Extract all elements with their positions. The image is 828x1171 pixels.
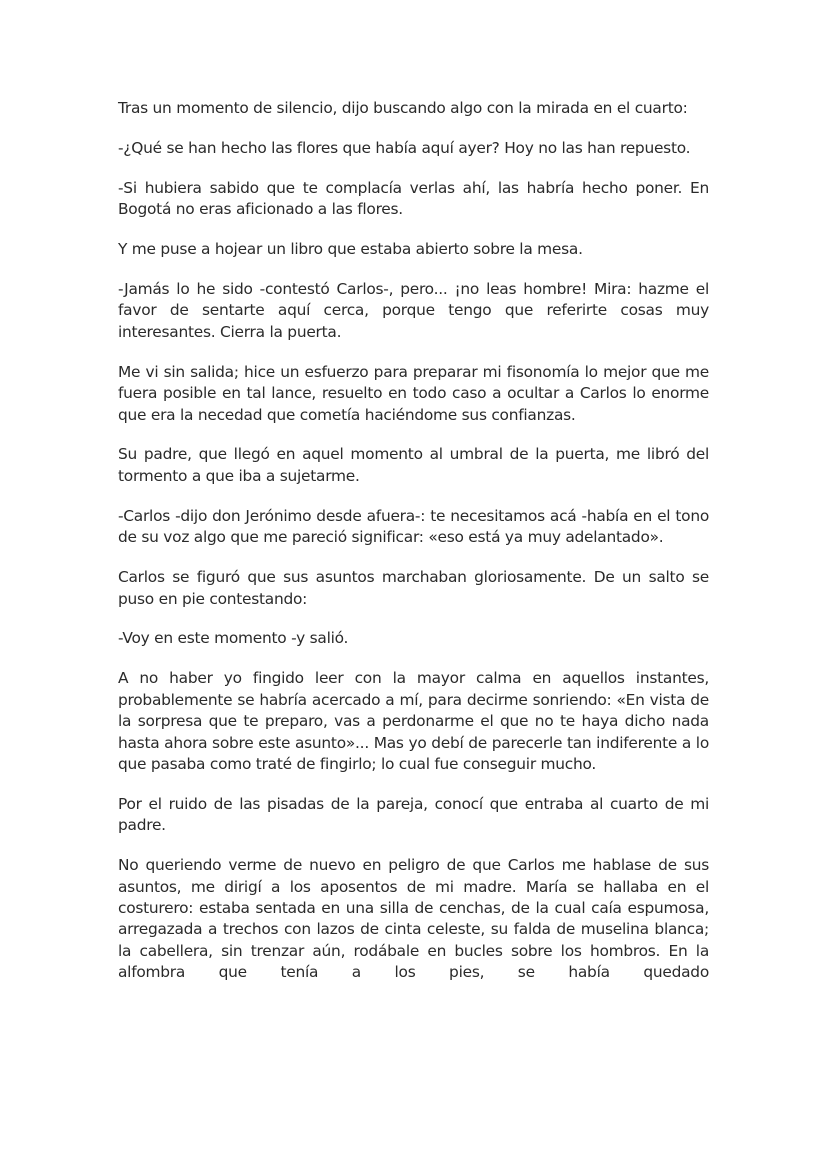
paragraph: Y me puse a hojear un libro que estaba abierto sobre la mesa. [118,240,583,259]
paragraph: No queriendo verme de nuevo en peligro de que Carlos me hablase de sus asuntos, me dirigí a los aposentos de mi madre. María se hallaba en el costurero: estaba sentada en una silla de cenchas, de la cual caía espumosa, arregazada a trechos con lazos de cinta celeste, su falda de muselina blanca; la cabellera, sin trenzar aún, rodábale en bucles sobre los hombros. En la alfombra que tenía a los pies, se había quedado [118,856,709,982]
paragraph: -Voy en este momento -y salió. [118,629,349,648]
paragraph: Por el ruido de las pisadas de la pareja, conocí que entraba al cuarto de mi padre. [118,794,709,835]
paragraph: A no haber yo fingido leer con la mayor calma en aquellos instantes, probablemente se habría acercado a mí, para decirme sonriendo: «En vista de la sorpresa que te preparo, vas a perdonarme el que no te haya dicho nada hasta ahora sobre este asunto»... Mas yo debí de parecerle tan indiferente a lo que pasaba como traté de fingirlo; lo cual fue conseguir mucho. [118,669,709,773]
paragraph: -Jamás lo he sido -contestó Carlos-, pero... ¡no leas hombre! Mira: hazme el favor de sentarte aquí cerca, porque tengo que referirte cosas muy interesantes. Cierra la puerta. [118,280,709,341]
paragraph: Carlos se figuró que sus asuntos marchaban gloriosamente. De un salto se puso en pie contestando: [118,568,709,608]
paragraph: -Si hubiera sabido que te complacía verlas ahí, las habría hecho poner. En Bogotá no eras aficionado a las flores. [118,178,709,219]
paragraph: -Carlos -dijo don Jerónimo desde afuera-: te necesitamos acá -había en el tono de su voz algo que me pareció significar: «eso está ya muy adelantado». [118,506,709,547]
paragraph: Su padre, que llegó en aquel momento al umbral de la puerta, me libró del tormento a que iba a sujetarme. [118,445,709,485]
paragraph: Tras un momento de silencio, dijo buscando algo con la mirada en el cuarto: [118,99,688,117]
paragraph: Me vi sin salida; hice un esfuerzo para preparar mi fisonomía lo mejor que me fuera posible en tal lance, resuelto en todo caso a ocultar a Carlos lo enorme que era la necedad que cometía haciéndome sus confianzas. [118,362,709,424]
document-page [118,98,709,1002]
paragraph: -¿Qué se han hecho las flores que había aquí ayer? Hoy no las han repuesto. [118,138,691,157]
